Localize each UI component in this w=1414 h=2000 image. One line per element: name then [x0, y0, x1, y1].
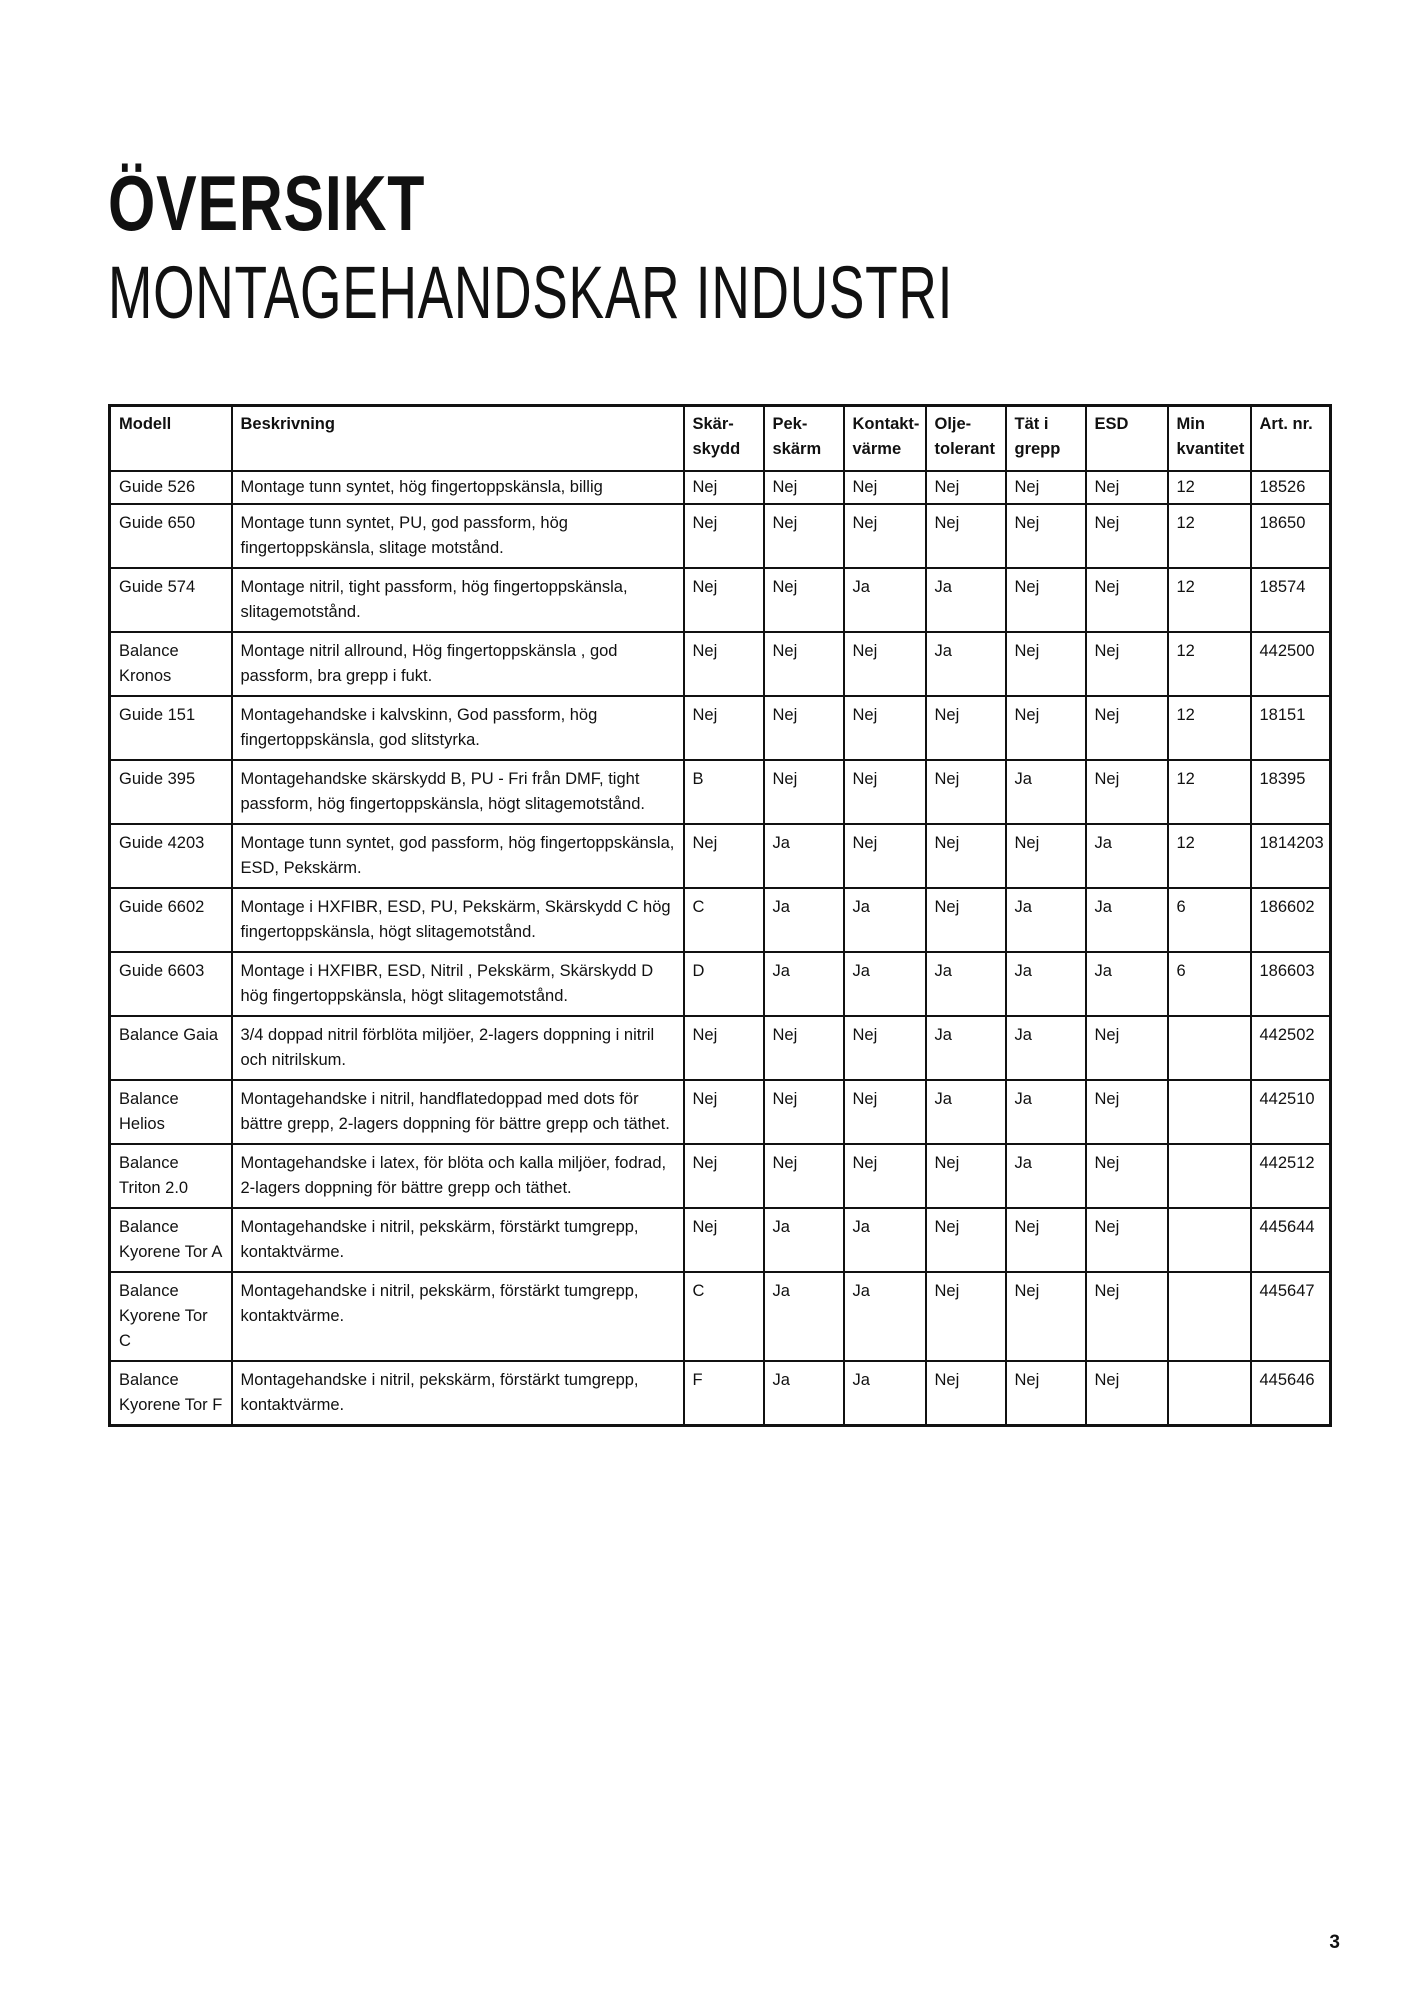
cell-grip: Nej	[1006, 632, 1086, 696]
table-body	[110, 471, 1331, 1426]
cell-description: Montage i HXFIBR, ESD, Nitril , Pekskärm, Skärskydd D hög fingertoppskänsla, högt slitagemotstånd.	[232, 952, 684, 1016]
cell-oil-tolerant: Ja	[926, 1080, 1006, 1144]
cell-article-number: 18526	[1251, 471, 1331, 504]
cell-grip: Ja	[1006, 1016, 1086, 1080]
cell-grip: Ja	[1006, 760, 1086, 824]
cell-min-quantity: 12	[1168, 696, 1251, 760]
cell-description: Montage tunn syntet, hög fingertoppskänsla, billig	[232, 471, 684, 504]
cell-model: Guide 6602	[110, 888, 232, 952]
table-row	[110, 1016, 1331, 1080]
cell-oil-tolerant: Nej	[926, 888, 1006, 952]
cell-touchscreen: Ja	[764, 888, 844, 952]
cell-contact-heat: Ja	[844, 888, 926, 952]
cell-contact-heat: Nej	[844, 632, 926, 696]
cell-model: Guide 650	[110, 504, 232, 568]
cell-esd: Ja	[1086, 888, 1168, 952]
cell-oil-tolerant: Ja	[926, 568, 1006, 632]
cell-article-number: 186602	[1251, 888, 1331, 952]
cell-grip: Nej	[1006, 568, 1086, 632]
table-row	[110, 952, 1331, 1016]
cell-min-quantity	[1168, 1080, 1251, 1144]
page-title: ÖVERSIKT	[108, 159, 426, 247]
table-row	[110, 760, 1331, 824]
cell-grip: Ja	[1006, 952, 1086, 1016]
header-esd: ESD	[1086, 406, 1168, 472]
cell-esd: Ja	[1086, 952, 1168, 1016]
cell-model: Guide 526	[110, 471, 232, 504]
cell-description: Montagehandske skärskydd B, PU - Fri från DMF, tight passform, hög fingertoppskänsla, högt slitagemotstånd.	[232, 760, 684, 824]
cell-esd: Nej	[1086, 471, 1168, 504]
cell-esd: Nej	[1086, 1208, 1168, 1272]
cell-contact-heat: Ja	[844, 1361, 926, 1426]
cell-min-quantity: 12	[1168, 568, 1251, 632]
cell-min-quantity: 12	[1168, 504, 1251, 568]
table-header-row	[110, 406, 1331, 472]
cell-grip: Nej	[1006, 471, 1086, 504]
cell-article-number: 18574	[1251, 568, 1331, 632]
cell-article-number: 1814203	[1251, 824, 1331, 888]
cell-cut-protection: F	[684, 1361, 764, 1426]
cell-cut-protection: Nej	[684, 504, 764, 568]
header-oil-tolerant: Olje- tolerant	[926, 406, 1006, 472]
table-row	[110, 1208, 1331, 1272]
header-min-quantity: Min kvantitet	[1168, 406, 1251, 472]
cell-oil-tolerant: Nej	[926, 1208, 1006, 1272]
cell-esd: Nej	[1086, 632, 1168, 696]
cell-oil-tolerant: Nej	[926, 760, 1006, 824]
cell-cut-protection: Nej	[684, 471, 764, 504]
cell-description: Montagehandske i nitril, pekskärm, förstärkt tumgrepp, kontaktvärme.	[232, 1272, 684, 1361]
cell-article-number: 18650	[1251, 504, 1331, 568]
cell-touchscreen: Nej	[764, 696, 844, 760]
cell-contact-heat: Nej	[844, 1144, 926, 1208]
header-grip: Tät i grepp	[1006, 406, 1086, 472]
cell-oil-tolerant: Nej	[926, 824, 1006, 888]
cell-oil-tolerant: Ja	[926, 1016, 1006, 1080]
cell-model: Balance Kronos	[110, 632, 232, 696]
cell-min-quantity	[1168, 1144, 1251, 1208]
cell-contact-heat: Nej	[844, 1016, 926, 1080]
cell-cut-protection: C	[684, 888, 764, 952]
cell-contact-heat: Ja	[844, 568, 926, 632]
table-row	[110, 696, 1331, 760]
cell-grip: Nej	[1006, 1272, 1086, 1361]
cell-article-number: 442502	[1251, 1016, 1331, 1080]
table-row	[110, 888, 1331, 952]
cell-description: Montagehandske i nitril, pekskärm, förstärkt tumgrepp, kontaktvärme.	[232, 1208, 684, 1272]
cell-cut-protection: C	[684, 1272, 764, 1361]
cell-description: 3/4 doppad nitril förblöta miljöer, 2-lagers doppning i nitril och nitrilskum.	[232, 1016, 684, 1080]
cell-article-number: 445647	[1251, 1272, 1331, 1361]
cell-grip: Nej	[1006, 696, 1086, 760]
cell-cut-protection: Nej	[684, 696, 764, 760]
header-article-number: Art. nr.	[1251, 406, 1331, 472]
cell-grip: Ja	[1006, 888, 1086, 952]
cell-description: Montage tunn syntet, god passform, hög fingertoppskänsla, ESD, Pekskärm.	[232, 824, 684, 888]
cell-esd: Nej	[1086, 568, 1168, 632]
cell-min-quantity: 12	[1168, 824, 1251, 888]
cell-contact-heat: Ja	[844, 1208, 926, 1272]
table-row	[110, 1272, 1331, 1361]
cell-touchscreen: Nej	[764, 568, 844, 632]
cell-touchscreen: Ja	[764, 1272, 844, 1361]
cell-contact-heat: Ja	[844, 952, 926, 1016]
cell-model: Guide 151	[110, 696, 232, 760]
cell-article-number: 442512	[1251, 1144, 1331, 1208]
cell-touchscreen: Ja	[764, 952, 844, 1016]
cell-min-quantity	[1168, 1272, 1251, 1361]
header-contact-heat: Kontakt- värme	[844, 406, 926, 472]
cell-cut-protection: D	[684, 952, 764, 1016]
table-row	[110, 1080, 1331, 1144]
cell-grip: Nej	[1006, 824, 1086, 888]
cell-grip: Ja	[1006, 1080, 1086, 1144]
cell-contact-heat: Nej	[844, 471, 926, 504]
cell-article-number: 18395	[1251, 760, 1331, 824]
cell-model: Balance Triton 2.0	[110, 1144, 232, 1208]
cell-esd: Nej	[1086, 1144, 1168, 1208]
cell-grip: Nej	[1006, 1361, 1086, 1426]
cell-touchscreen: Nej	[764, 1080, 844, 1144]
cell-min-quantity: 12	[1168, 632, 1251, 696]
cell-min-quantity	[1168, 1208, 1251, 1272]
cell-touchscreen: Nej	[764, 760, 844, 824]
cell-grip: Ja	[1006, 1144, 1086, 1208]
cell-model: Balance Kyorene Tor A	[110, 1208, 232, 1272]
header-description: Beskrivning	[232, 406, 684, 472]
table-row	[110, 568, 1331, 632]
header-model: Modell	[110, 406, 232, 472]
cell-description: Montagehandske i latex, för blöta och kalla miljöer, fodrad, 2-lagers doppning för bättre grepp och täthet.	[232, 1144, 684, 1208]
cell-touchscreen: Ja	[764, 1208, 844, 1272]
cell-description: Montage tunn syntet, PU, god passform, hög fingertoppskänsla, slitage motstånd.	[232, 504, 684, 568]
cell-model: Guide 574	[110, 568, 232, 632]
cell-esd: Nej	[1086, 504, 1168, 568]
cell-description: Montage i HXFIBR, ESD, PU, Pekskärm, Skärskydd C hög fingertoppskänsla, högt slitagemotstånd.	[232, 888, 684, 952]
cell-cut-protection: Nej	[684, 632, 764, 696]
header-touchscreen: Pek- skärm	[764, 406, 844, 472]
cell-oil-tolerant: Nej	[926, 471, 1006, 504]
cell-esd: Ja	[1086, 824, 1168, 888]
cell-cut-protection: Nej	[684, 1208, 764, 1272]
cell-description: Montage nitril, tight passform, hög fingertoppskänsla, slitagemotstånd.	[232, 568, 684, 632]
cell-model: Balance Helios	[110, 1080, 232, 1144]
table-row	[110, 471, 1331, 504]
cell-model: Balance Kyorene Tor F	[110, 1361, 232, 1426]
cell-contact-heat: Nej	[844, 504, 926, 568]
cell-article-number: 186603	[1251, 952, 1331, 1016]
cell-oil-tolerant: Nej	[926, 1272, 1006, 1361]
cell-model: Balance Gaia	[110, 1016, 232, 1080]
cell-model: Guide 6603	[110, 952, 232, 1016]
cell-article-number: 442510	[1251, 1080, 1331, 1144]
cell-contact-heat: Ja	[844, 1272, 926, 1361]
cell-touchscreen: Ja	[764, 824, 844, 888]
table-row	[110, 1144, 1331, 1208]
table-row	[110, 504, 1331, 568]
cell-oil-tolerant: Ja	[926, 952, 1006, 1016]
cell-esd: Nej	[1086, 696, 1168, 760]
cell-min-quantity: 12	[1168, 760, 1251, 824]
cell-oil-tolerant: Nej	[926, 1144, 1006, 1208]
cell-min-quantity: 12	[1168, 471, 1251, 504]
cell-min-quantity	[1168, 1361, 1251, 1426]
page-number: 3	[1329, 1932, 1340, 1953]
cell-contact-heat: Nej	[844, 760, 926, 824]
cell-cut-protection: Nej	[684, 1144, 764, 1208]
cell-model: Balance Kyorene Tor C	[110, 1272, 232, 1361]
cell-touchscreen: Nej	[764, 504, 844, 568]
cell-cut-protection: Nej	[684, 824, 764, 888]
cell-grip: Nej	[1006, 504, 1086, 568]
cell-touchscreen: Ja	[764, 1361, 844, 1426]
cell-touchscreen: Nej	[764, 632, 844, 696]
cell-cut-protection: B	[684, 760, 764, 824]
cell-grip: Nej	[1006, 1208, 1086, 1272]
cell-article-number: 445646	[1251, 1361, 1331, 1426]
cell-min-quantity: 6	[1168, 888, 1251, 952]
cell-description: Montage nitril allround, Hög fingertoppskänsla , god passform, bra grepp i fukt.	[232, 632, 684, 696]
table-row	[110, 824, 1331, 888]
cell-touchscreen: Nej	[764, 471, 844, 504]
cell-oil-tolerant: Nej	[926, 504, 1006, 568]
cell-touchscreen: Nej	[764, 1144, 844, 1208]
cell-article-number: 18151	[1251, 696, 1331, 760]
cell-description: Montagehandske i nitril, pekskärm, förstärkt tumgrepp, kontaktvärme.	[232, 1361, 684, 1426]
cell-oil-tolerant: Nej	[926, 1361, 1006, 1426]
cell-touchscreen: Nej	[764, 1016, 844, 1080]
cell-cut-protection: Nej	[684, 568, 764, 632]
cell-article-number: 442500	[1251, 632, 1331, 696]
table-row	[110, 1361, 1331, 1426]
cell-model: Guide 395	[110, 760, 232, 824]
cell-esd: Nej	[1086, 1080, 1168, 1144]
cell-min-quantity	[1168, 1016, 1251, 1080]
cell-contact-heat: Nej	[844, 696, 926, 760]
cell-esd: Nej	[1086, 1272, 1168, 1361]
cell-description: Montagehandske i kalvskinn, God passform, hög fingertoppskänsla, god slitstyrka.	[232, 696, 684, 760]
cell-article-number: 445644	[1251, 1208, 1331, 1272]
cell-description: Montagehandske i nitril, handflatedoppad med dots för bättre grepp, 2-lagers doppning för bättre grepp och täthet.	[232, 1080, 684, 1144]
cell-contact-heat: Nej	[844, 824, 926, 888]
cell-min-quantity: 6	[1168, 952, 1251, 1016]
cell-cut-protection: Nej	[684, 1016, 764, 1080]
cell-oil-tolerant: Nej	[926, 696, 1006, 760]
page-subtitle: MONTAGEHANDSKAR INDUSTRI	[108, 251, 954, 334]
cell-contact-heat: Nej	[844, 1080, 926, 1144]
cell-esd: Nej	[1086, 1361, 1168, 1426]
cell-cut-protection: Nej	[684, 1080, 764, 1144]
overview-table	[108, 404, 1332, 1427]
table-row	[110, 632, 1331, 696]
header-cut-protection: Skär- skydd	[684, 406, 764, 472]
cell-oil-tolerant: Ja	[926, 632, 1006, 696]
cell-esd: Nej	[1086, 1016, 1168, 1080]
cell-esd: Nej	[1086, 760, 1168, 824]
cell-model: Guide 4203	[110, 824, 232, 888]
